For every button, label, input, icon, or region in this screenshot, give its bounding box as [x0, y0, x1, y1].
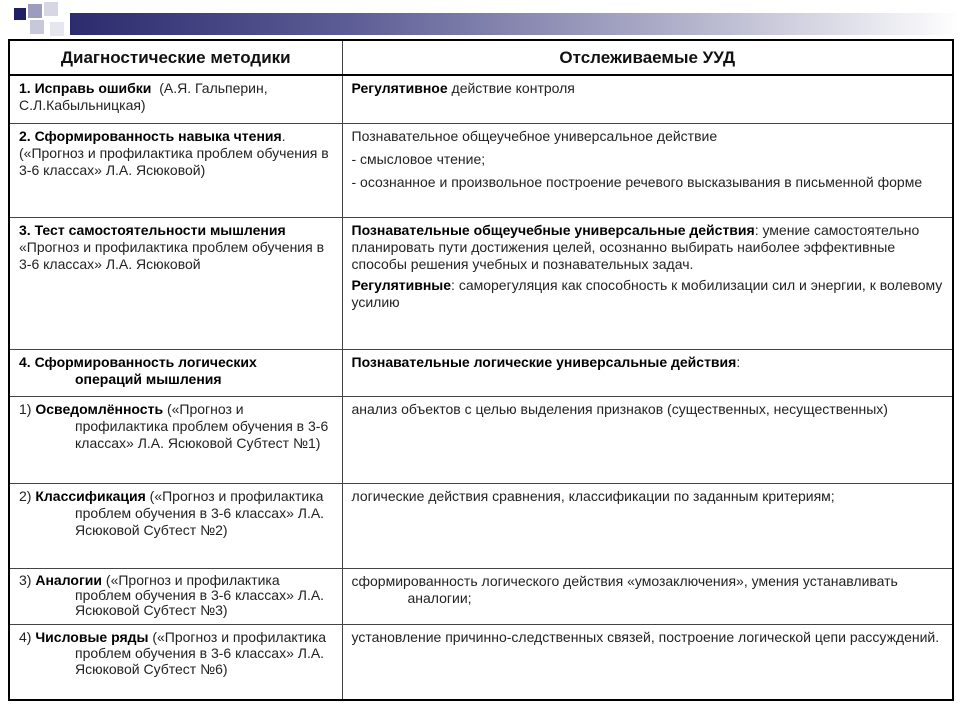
- uud-text: : саморегуляция как способность к мобилизации сил и энергии, к волевому усилию: [351, 276, 943, 310]
- method-title: Числовые ряды: [35, 628, 149, 645]
- method-title-cont: операций мышления: [75, 370, 222, 387]
- uud-text: анализ объектов с целью выделения признаков (существенных, несущественных): [351, 400, 888, 417]
- uud-text: сформированность логического действия «умозаключения», умения устанавливать аналогии;: [351, 572, 898, 606]
- method-number: 3): [19, 571, 32, 588]
- method-cell: [9, 483, 342, 568]
- uud-text: : умение самостоятельно планировать пути достижения целей, осознанно выбирать наиболее эффективные способы решения учебных и познавательных задач.: [351, 221, 920, 272]
- uud-cell: [342, 568, 953, 624]
- method-title: Сформированность логических: [34, 353, 257, 370]
- decor-square-faint: [50, 22, 64, 36]
- method-source: («Прогноз и профилактика проблем обучения в 3-6 классах» Л.А. Ясюковой Субтест №6): [75, 628, 327, 677]
- uud-type: Познавательные общеучебные универсальные действия: [351, 221, 755, 238]
- method-source: («Прогноз и профилактика проблем обучения в 3-6 классах» Л.А. Ясюковой Субтест №1): [75, 400, 329, 451]
- uud-line: Познавательное общеучебное универсальное действие: [351, 127, 718, 144]
- method-source: (А.Я. Гальперин, С.Л.Кабыльницкая): [19, 80, 268, 113]
- method-cell: [9, 123, 342, 217]
- table-row: [9, 217, 953, 349]
- methods-table: [8, 39, 954, 701]
- decor-square-dark: [14, 8, 26, 20]
- method-title: Осведомлённость: [35, 400, 164, 417]
- method-title: Тест самостоятельности мышления: [34, 221, 286, 238]
- method-number: 1.: [19, 80, 31, 96]
- method-number: 4.: [19, 353, 31, 370]
- uud-cell: [342, 624, 953, 700]
- method-number: 3.: [19, 221, 31, 238]
- decor-square-pale: [30, 20, 44, 34]
- method-title: Классификация: [35, 487, 146, 504]
- method-title: Сформированность навыка чтения: [34, 127, 282, 144]
- slide-decoration: [0, 0, 960, 40]
- uud-line: - осознанное и произвольное построение речевого высказывания в письменной форме: [351, 173, 923, 190]
- uud-line: - смысловое чтение;: [351, 150, 486, 167]
- uud-type: Регулятивное: [351, 80, 448, 96]
- decor-square-light: [44, 2, 58, 16]
- header-uud: Отслеживаемые УУД: [342, 40, 953, 75]
- method-cell: [9, 396, 342, 483]
- uud-text: установление причинно-следственных связей, построение логической цепи рассуждений.: [351, 628, 940, 645]
- decor-gradient-bar: [70, 13, 960, 35]
- table-row: [9, 396, 953, 483]
- table-row: [9, 75, 953, 123]
- method-source: («Прогноз и профилактика проблем обучения в 3-6 классах» Л.А. Ясюковой Субтест №3): [75, 571, 325, 618]
- method-cell: [9, 75, 342, 123]
- table-row: [9, 624, 953, 700]
- method-cell: [9, 568, 342, 624]
- method-number: 4): [19, 628, 32, 645]
- table-row: [9, 568, 953, 624]
- uud-cell: [342, 483, 953, 568]
- decor-square-mid: [28, 4, 42, 18]
- header-methods: Диагностические методики: [9, 40, 342, 75]
- method-number: 2): [19, 487, 32, 504]
- method-source: «Прогноз и профилактика проблем обучения в 3-6 классах» Л.А. Ясюковой: [19, 238, 325, 272]
- uud-cell: [342, 396, 953, 483]
- method-cell: [9, 349, 342, 396]
- uud-text: :: [736, 353, 741, 370]
- table-row: [9, 123, 953, 217]
- uud-text: действие контроля: [451, 80, 575, 96]
- method-number: 2.: [19, 127, 31, 144]
- method-number: 1): [19, 400, 32, 417]
- uud-type: Регулятивные: [351, 276, 452, 293]
- uud-cell: [342, 75, 953, 123]
- method-title: Исправь ошибки: [34, 80, 152, 96]
- method-cell: [9, 217, 342, 349]
- table-row: [9, 349, 953, 396]
- uud-type: Познавательные логические универсальные действия: [351, 353, 737, 370]
- uud-cell: [342, 349, 953, 396]
- uud-text: логические действия сравнения, классификации по заданным критериям;: [351, 487, 835, 504]
- table-row: [9, 483, 953, 568]
- method-source: . («Прогноз и профилактика проблем обучения в 3-6 классах» Л.А. Ясюковой): [19, 127, 329, 178]
- method-source: («Прогноз и профилактика проблем обучения в 3-6 классах» Л.А. Ясюковой Субтест №2): [75, 487, 325, 538]
- table-header-row: [9, 40, 953, 75]
- uud-cell: [342, 123, 953, 217]
- method-title: Аналогии: [35, 571, 103, 588]
- method-cell: [9, 624, 342, 700]
- uud-cell: [342, 217, 953, 349]
